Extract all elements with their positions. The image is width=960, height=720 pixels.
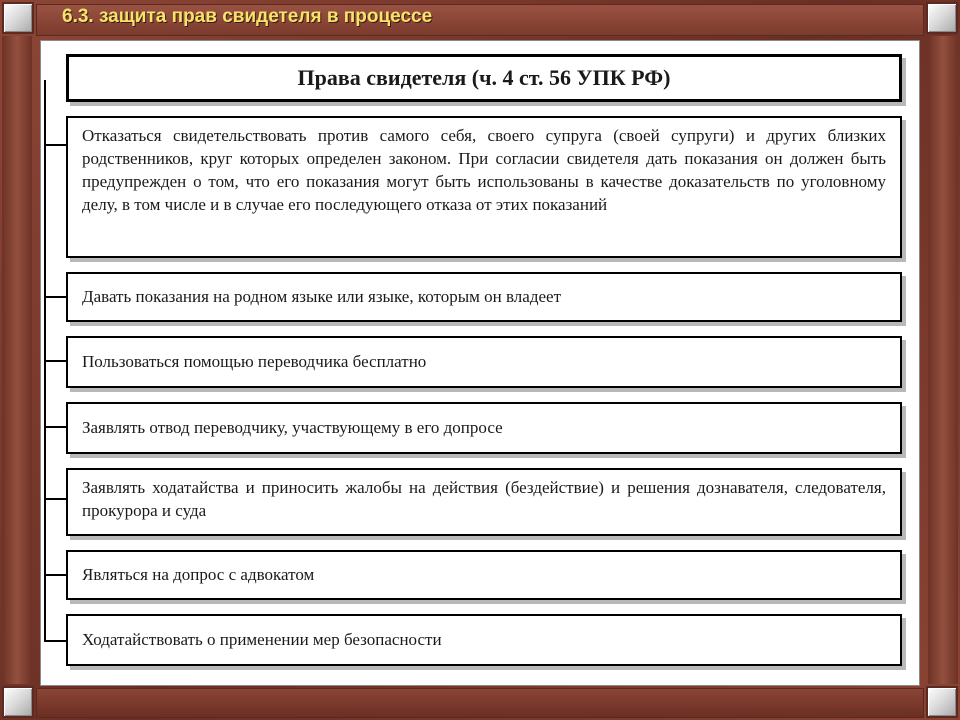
connector-line [44,640,68,642]
right-box-native-language: Давать показания на родном языке или языке, которым он владеет [66,272,902,322]
connector-line [44,498,68,500]
slide-title: 6.3. защита прав свидетеля в процессе [62,6,433,27]
connector-line [44,426,68,428]
frame-left-strip [2,36,32,684]
corner-decoration-icon [926,2,958,34]
connector-line [44,574,68,576]
corner-decoration-icon [926,686,958,718]
right-box-refuse-testimony: Отказаться свидетельствовать против самого себя, своего супруга (своей супруги) и других близких родственников, круг которых определен законом. При согласии свидетеля дать показания он должен быть предупрежден о том, что его показания могут быть использованы в качестве доказательств по уголовному делу, в том числе и в случае его последующего отказа от этих показаний [66,116,902,258]
frame-right-strip [928,36,958,684]
diagram-header-box: Права свидетеля (ч. 4 ст. 56 УПК РФ) [66,54,902,102]
right-box-petitions-complaints: Заявлять ходатайства и приносить жалобы на действия (бездействие) и решения дознавателя, следователя, прокурора и суда [66,468,902,536]
right-box-free-interpreter: Пользоваться помощью переводчика бесплатно [66,336,902,388]
corner-decoration-icon [2,2,34,34]
right-box-safety-measures: Ходатайствовать о применении мер безопасности [66,614,902,666]
corner-decoration-icon [2,686,34,718]
connector-line [44,296,68,298]
connector-line [44,360,68,362]
bottom-bar [36,688,924,718]
right-box-challenge-interpreter: Заявлять отвод переводчику, участвующему в его допросе [66,402,902,454]
connector-line [44,144,68,146]
right-box-attorney: Являться на допрос с адвокатом [66,550,902,600]
